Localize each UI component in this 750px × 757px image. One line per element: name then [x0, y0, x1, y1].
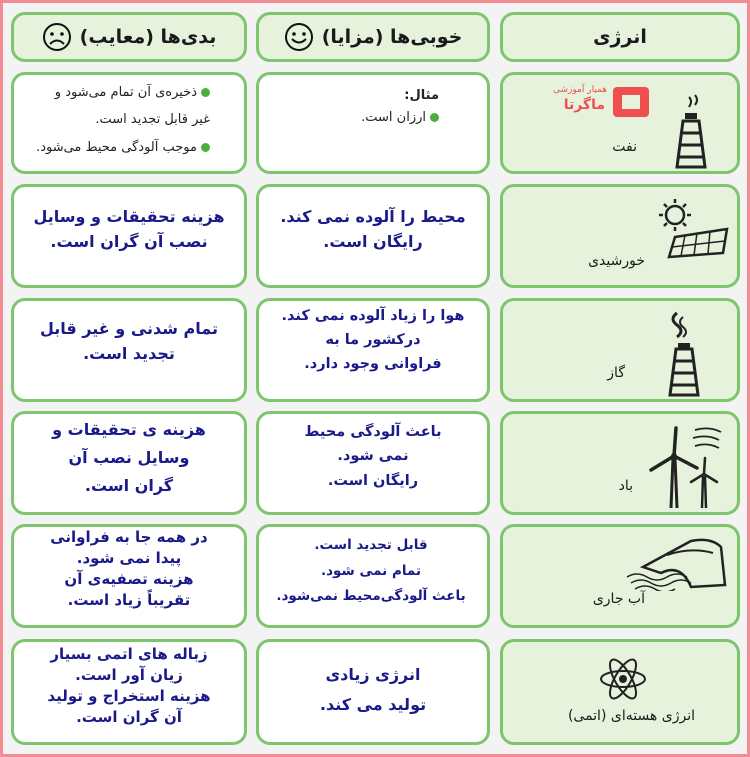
header-cons	[11, 12, 247, 62]
pros-line: فراوانی وجود دارد.	[304, 355, 442, 372]
sad-face-icon	[42, 22, 72, 52]
row-water-cons	[11, 524, 247, 628]
row-nuclear-cons	[11, 639, 247, 745]
pros-line: تولید می کند.	[319, 695, 427, 715]
pros-line: رایگان است.	[323, 231, 423, 251]
cons-line: تجدید است.	[83, 343, 175, 363]
watermark-line1: همیار آموزشی	[553, 85, 607, 95]
energy-label: خورشیدی	[588, 253, 645, 269]
cons-line: هزینه تصفیه‌ی آن	[64, 570, 194, 588]
pros-line: باعث آلودگی محیط	[304, 424, 442, 440]
cons-line: گران است.	[84, 476, 174, 495]
row-gas-energy	[500, 298, 740, 402]
cons-line: پیدا نمی شود.	[76, 549, 182, 567]
cons-line-text: ذخیره‌ی آن تمام می‌شود و	[54, 85, 197, 100]
row-gas-pros	[256, 298, 490, 402]
header-pros	[256, 12, 490, 62]
bullet-icon	[201, 143, 210, 152]
cons-line: آن گران است.	[76, 708, 182, 726]
header-pros-label: خوبی‌ها (مزایا)	[321, 26, 463, 48]
row-water-pros	[256, 524, 490, 628]
pros-text	[267, 420, 479, 493]
bullet-icon	[430, 113, 439, 122]
cons-line: تقریباً زیاد است.	[67, 591, 191, 609]
cons-line	[20, 134, 210, 161]
pros-text	[261, 533, 481, 610]
cons-line: در همه جا به فراوانی	[50, 528, 208, 546]
cons-line: نصب آن گران است.	[50, 231, 208, 251]
pros-line: انرژی زیادی	[325, 665, 421, 684]
pros-text	[267, 660, 479, 721]
energy-label: آب جاری	[592, 591, 645, 607]
bullet-icon	[201, 88, 210, 97]
row-wind-energy	[500, 411, 740, 515]
atom-icon	[598, 654, 648, 704]
header-energy-label: انرژی	[593, 26, 647, 48]
row-gas-cons	[11, 298, 247, 402]
pros-text	[267, 305, 479, 377]
header-energy	[500, 12, 740, 62]
cons-line: هزینه استخراج و تولید	[47, 687, 211, 705]
energy-label: انرژی هسته‌ای (اتمی)	[567, 708, 695, 724]
pros-line: رایگان است.	[327, 472, 419, 489]
energy-label: نفت	[612, 139, 637, 155]
cons-text	[22, 416, 236, 500]
cons-line	[20, 79, 210, 106]
row-nuclear-energy	[500, 639, 740, 745]
header-cons-label: بدی‌ها (معایب)	[79, 26, 217, 48]
cons-text	[22, 644, 236, 728]
water-dam-icon	[621, 533, 731, 591]
cons-line: تمام شدنی و غیر قابل	[39, 319, 219, 338]
pros-line: تمام نمی شود.	[320, 562, 422, 579]
row-wind-pros	[256, 411, 490, 515]
cons-text	[22, 527, 236, 611]
row-oil-energy	[500, 72, 740, 174]
pros-line: باعث آلودگی‌محیط نمی‌شود.	[276, 588, 466, 605]
row-solar-energy	[500, 184, 740, 288]
wind-turbine-icon	[643, 424, 725, 510]
pros-line: نمی شود.	[337, 448, 409, 465]
energy-label: باد	[618, 478, 633, 494]
gas-rig-icon	[663, 307, 705, 397]
cons-line: وسایل نصب آن	[68, 448, 190, 467]
pros-line-text: ارزان است.	[361, 110, 426, 126]
cons-text	[22, 205, 236, 255]
pros-line: قابل تجدید است.	[314, 537, 428, 553]
energy-label: گاز	[607, 365, 625, 381]
pros-line	[269, 107, 439, 129]
pros-line: مثال:	[404, 88, 439, 103]
cons-line-text: موجب آلودگی محیط می‌شود.	[36, 139, 197, 155]
row-solar-pros	[256, 184, 490, 288]
cons-text	[20, 79, 210, 161]
pros-line: درکشور ما به	[325, 331, 421, 348]
pros-line: محیط را آلوده نمی کند.	[280, 207, 466, 226]
smiley-face-icon	[284, 22, 314, 52]
solar-panel-icon	[653, 197, 731, 259]
cons-text	[22, 317, 236, 367]
cons-line: هزینه ی تحقیقات و	[52, 420, 206, 439]
cons-line: زباله های اتمی بسیار	[50, 645, 208, 663]
pros-line: هوا را زیاد آلوده نمی کند.	[281, 308, 465, 324]
row-water-energy	[500, 524, 740, 628]
cons-line: زیان آور است.	[75, 666, 183, 684]
row-nuclear-pros	[256, 639, 490, 745]
cons-line: غیر قابل تجدید است.	[95, 112, 210, 128]
cons-line: هزینه تحقیقات و وسایل	[33, 207, 225, 226]
watermark-line2: ماگرتا	[563, 97, 605, 113]
pros-text	[269, 85, 439, 129]
row-oil-pros	[256, 72, 490, 174]
row-solar-cons	[11, 184, 247, 288]
row-oil-cons	[11, 72, 247, 174]
watermark-logo	[529, 83, 649, 123]
row-wind-cons	[11, 411, 247, 515]
pros-text	[267, 205, 479, 255]
oil-rig-icon	[671, 93, 711, 169]
